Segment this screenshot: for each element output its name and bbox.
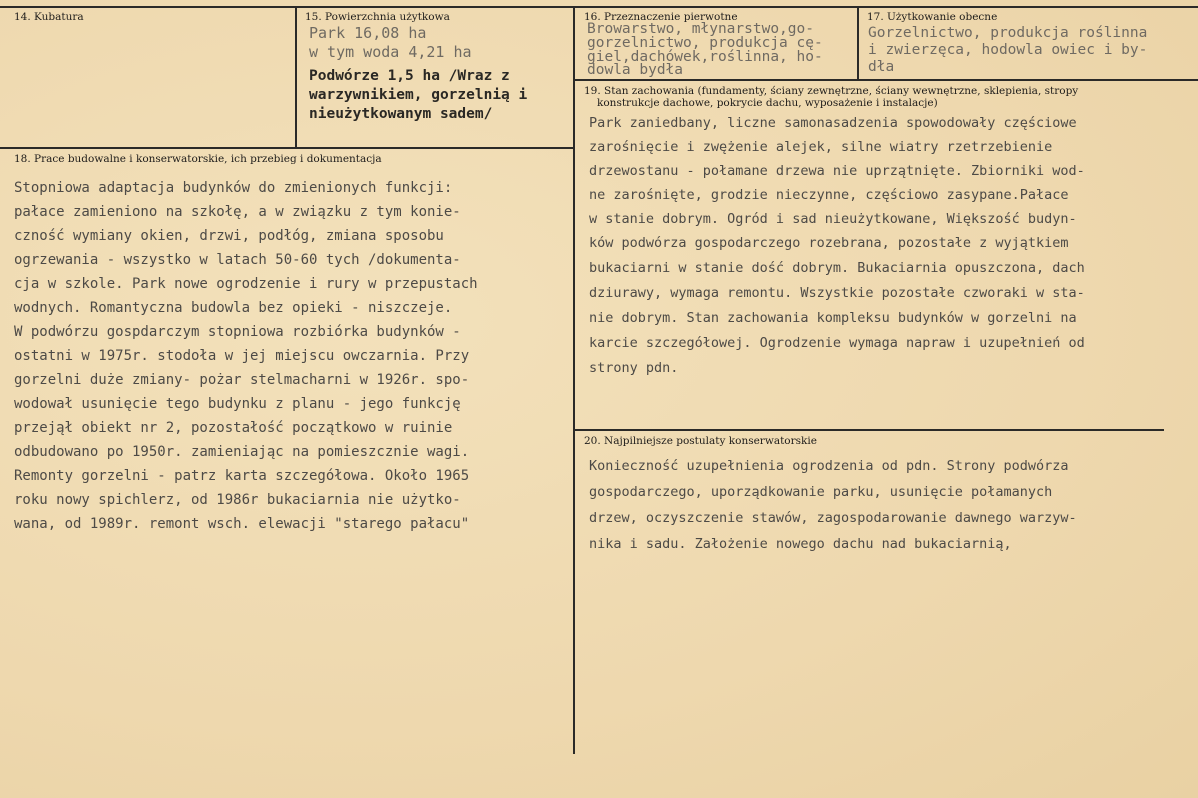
field-18-label: 18. Prace budowalne i konserwatorskie, ich przebieg i dokumentacja — [14, 153, 382, 165]
current-use-line: dła — [868, 59, 895, 75]
divider-15-16 — [573, 6, 575, 754]
condition-line: nie dobrym. Stan zachowania kompleksu budynków w gorzelni na — [589, 310, 1077, 326]
works-line: Remonty gorzelni - patrz karta szczegółowa. Około 1965 — [14, 468, 470, 484]
rule-above-18 — [0, 147, 575, 149]
works-line: czność wymiany okien, drzwi, podłóg, zmiana sposobu — [14, 228, 444, 244]
usable-area-line: warzywnikiem, gorzelnią i — [309, 87, 528, 103]
rule-above-20 — [574, 429, 1164, 431]
postulates-line: Konieczność uzupełnienia ogrodzenia od pdn. Strony podwórza — [589, 458, 1069, 474]
rule-above-19 — [574, 79, 1198, 81]
condition-line: karcie szczegółowej. Ogrodzenie wymaga napraw i uzupełnień od — [589, 335, 1085, 351]
works-line: roku nowy spichlerz, od 1986r bukaciarnia nie użytko- — [14, 492, 461, 508]
usable-area-line: w tym woda 4,21 ha — [309, 43, 472, 61]
works-line: cja w szkole. Park nowe ogrodzenie i rury w przepustach — [14, 276, 478, 292]
condition-line: strony pdn. — [589, 360, 679, 376]
works-line: W podwórzu gospdarczym stopniowa rozbiórka budynków - — [14, 324, 461, 340]
condition-line: dziurawy, wymaga remontu. Wszystkie pozostałe czworaki w sta- — [589, 285, 1085, 301]
usable-area-line: Park 16,08 ha — [309, 24, 427, 42]
works-line: wana, od 1989r. remont wsch. elewacji "starego pałacu" — [14, 516, 470, 532]
condition-line: ków podwórza gospodarczego rozebrana, pozostałe z wyjątkiem — [589, 235, 1069, 251]
field-17-label: 17. Użytkowanie obecne — [867, 11, 998, 23]
current-use-line: i zwierzęca, hodowla owiec i by- — [868, 42, 1148, 58]
works-line: wodnych. Romantyczna budowla bez opieki - niszczeje. — [14, 300, 453, 316]
works-line: wodował usunięcie tego budynku z planu - jego funkcję — [14, 396, 461, 412]
field-14-label: 14. Kubatura — [14, 11, 84, 23]
condition-line: zarośnięcie i zwężenie alejek, silne wiatry rzetrzebienie — [589, 139, 1053, 155]
condition-line: ne zarośnięte, grodzie nieczynne, częściowo zasypane.Pałace — [589, 187, 1069, 203]
works-line: ostatni w 1975r. stodoła w jej miejscu owczarnia. Przy — [14, 348, 470, 364]
original-purpose-line: Browarstwo, młynarstwo,go- — [587, 21, 814, 37]
works-line: ogrzewania - wszystko w latach 50-60 tych /dokumenta- — [14, 252, 461, 268]
works-line: gorzelni duże zmiany- pożar stelmacharni w 1926r. spo- — [14, 372, 470, 388]
original-purpose-line: dowla bydła — [587, 62, 684, 78]
works-line: pałace zamieniono na szkołę, a w związku z tym konie- — [14, 204, 461, 220]
top-rule — [0, 6, 1198, 8]
original-purpose-line: giel,dachówek,roślinna, ho- — [587, 49, 823, 65]
works-line: przejął obiekt nr 2, pozostałość początkowo w ruinie — [14, 420, 453, 436]
divider-14-15 — [295, 6, 297, 148]
postulates-line: drzew, oczyszczenie stawów, zagospodarowanie dawnego warzyw- — [589, 510, 1077, 526]
condition-line: drzewostanu - połamane drzewa nie uprzątnięte. Zbiorniki wod- — [589, 163, 1085, 179]
works-line: odbudowano po 1950r. zamieniając na pomieszcznie wagi. — [14, 444, 470, 460]
field-20-label: 20. Najpilniejsze postulaty konserwatorskie — [584, 435, 817, 447]
divider-16-17 — [857, 6, 859, 80]
original-purpose-line: gorzelnictwo, produkcja cę- — [587, 35, 823, 51]
field-15-label: 15. Powierzchnia użytkowa — [305, 11, 450, 23]
postulates-line: gospodarczego, uporządkowanie parku, usunięcie połamanych — [589, 484, 1053, 500]
condition-line: Park zaniedbany, liczne samonasadzenia spowodowały częściowe — [589, 115, 1077, 131]
current-use-line: Gorzelnictwo, produkcja roślinna — [868, 25, 1148, 41]
field-19-label: 19. Stan zachowania (fundamenty, ściany zewnętrzne, ściany wewnętrzne, sklepienia, stropy — [584, 85, 1079, 97]
condition-line: w stanie dobrym. Ogród i sad nieużytkowane, Większość budyn- — [589, 211, 1077, 227]
field-19-label-cont: konstrukcje dachowe, pokrycie dachu, wyposażenie i instalacje) — [597, 97, 938, 109]
usable-area-line: nieużytkowanym sadem/ — [309, 106, 493, 122]
usable-area-line: Podwórze 1,5 ha /Wraz z — [309, 68, 510, 84]
field-16-label: 16. Przeznaczenie pierwotne — [584, 11, 738, 23]
condition-line: bukaciarni w stanie dość dobrym. Bukaciarnia opuszczona, dach — [589, 260, 1085, 276]
postulates-line: nika i sadu. Założenie nowego dachu nad bukaciarnią, — [589, 536, 1012, 552]
works-line: Stopniowa adaptacja budynków do zmienionych funkcji: — [14, 180, 453, 196]
